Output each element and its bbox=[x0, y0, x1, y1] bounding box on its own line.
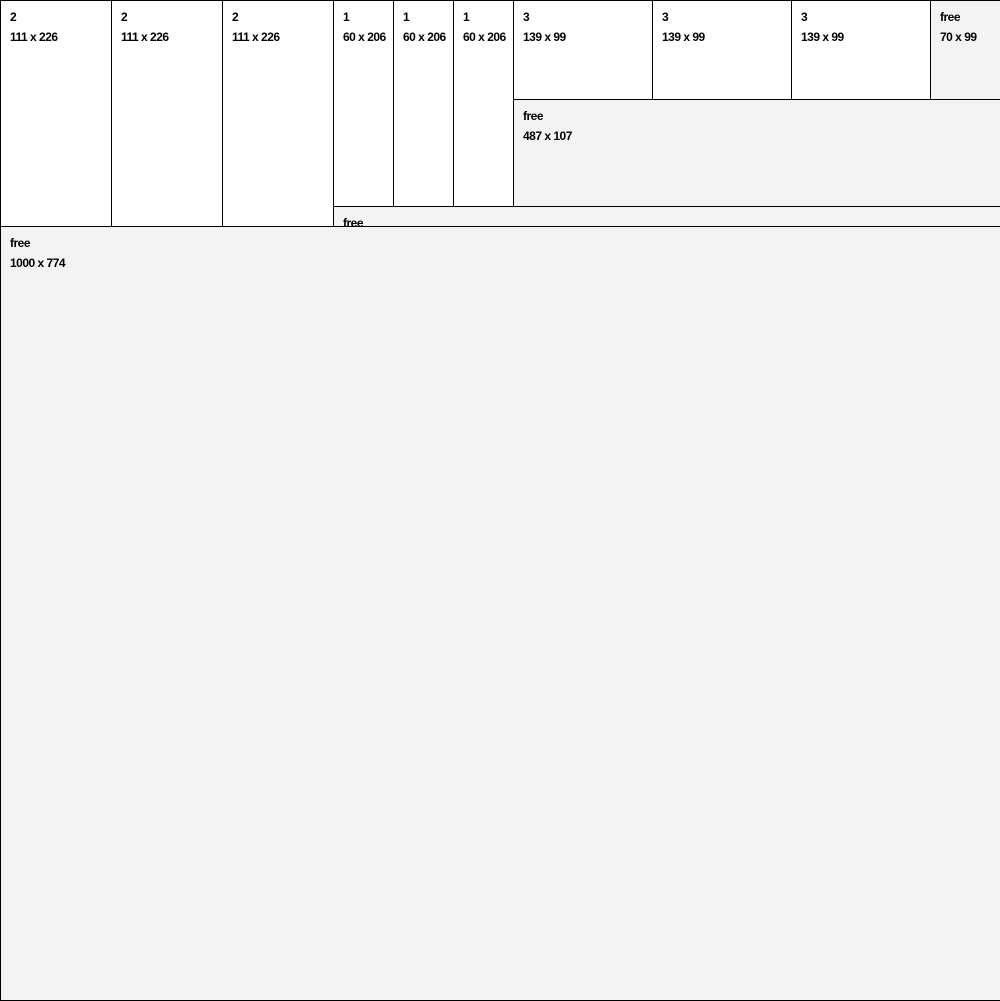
block-size: 111 x 226 bbox=[121, 30, 169, 44]
block-size: 139 x 99 bbox=[801, 30, 844, 44]
block-2-b bbox=[111, 0, 223, 227]
block-size: 111 x 226 bbox=[10, 30, 58, 44]
free-block-bottom bbox=[0, 226, 1000, 1001]
block-label: 3 bbox=[662, 10, 669, 24]
block-size: 60 x 206 bbox=[403, 30, 446, 44]
block-label: 2 bbox=[121, 10, 128, 24]
block-label: 3 bbox=[523, 10, 530, 24]
block-1-c bbox=[453, 0, 514, 207]
block-label: 3 bbox=[801, 10, 808, 24]
block-size: 111 x 226 bbox=[232, 30, 280, 44]
block-size: 139 x 99 bbox=[662, 30, 705, 44]
block-2-a bbox=[0, 0, 112, 227]
free-block-right-middle bbox=[513, 99, 1000, 207]
block-size: 1000 x 774 bbox=[10, 256, 66, 270]
block-label: free bbox=[343, 216, 364, 227]
block-1-b bbox=[393, 0, 454, 207]
block-label: free bbox=[523, 109, 544, 123]
block-3-a bbox=[513, 0, 653, 100]
block-1-a bbox=[333, 0, 394, 207]
free-block-strip bbox=[333, 206, 1000, 227]
block-label: 2 bbox=[10, 10, 17, 24]
block-size: 70 x 99 bbox=[940, 30, 977, 44]
block-label: 1 bbox=[403, 10, 410, 24]
block-size: 60 x 206 bbox=[463, 30, 506, 44]
block-label: 1 bbox=[343, 10, 350, 24]
block-size: 60 x 206 bbox=[343, 30, 386, 44]
block-label: free bbox=[940, 10, 961, 24]
block-3-c bbox=[791, 0, 931, 100]
block-label: 1 bbox=[463, 10, 470, 24]
block-size: 487 x 107 bbox=[523, 129, 572, 143]
block-label: free bbox=[10, 236, 31, 250]
block-size: 139 x 99 bbox=[523, 30, 566, 44]
block-label: 2 bbox=[232, 10, 239, 24]
block-2-c bbox=[222, 0, 334, 227]
block-3-b bbox=[652, 0, 792, 100]
free-block-top-right bbox=[930, 0, 1000, 100]
